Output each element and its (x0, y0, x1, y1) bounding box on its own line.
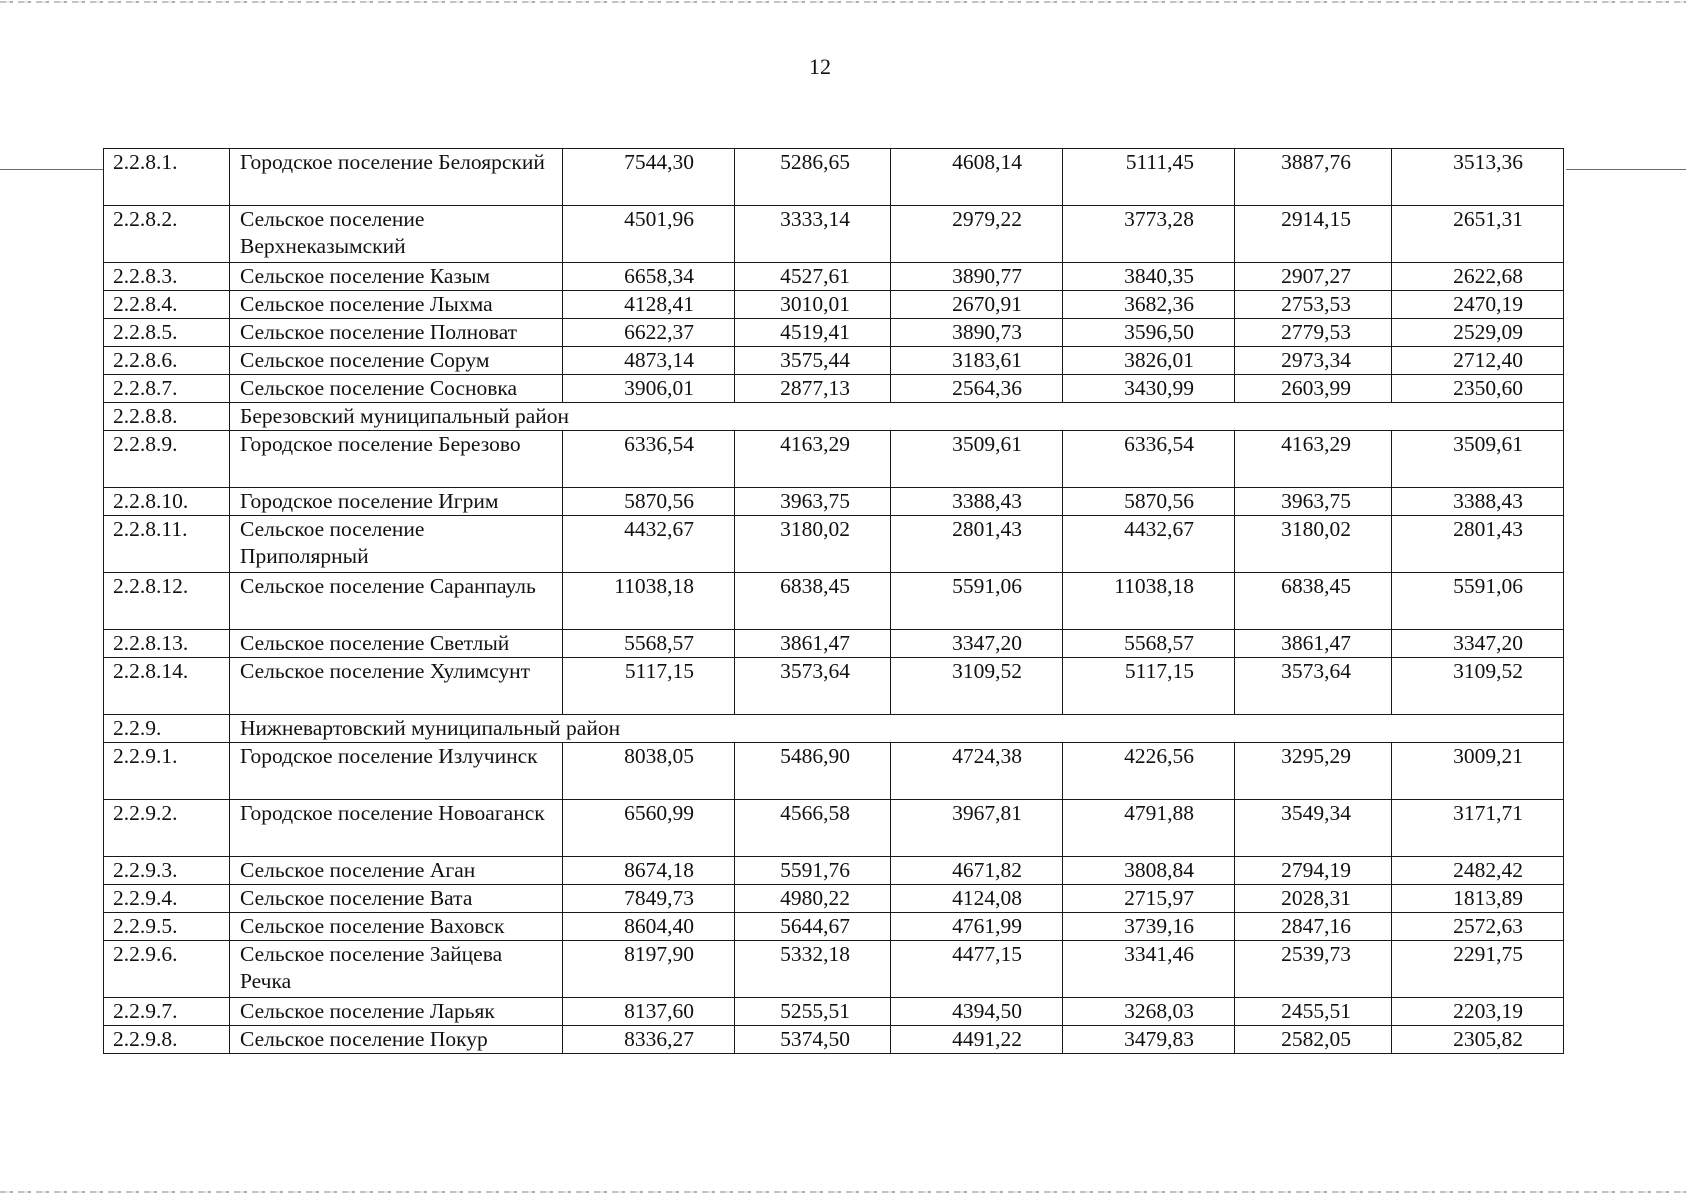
settlement-name: Сельское поселение Саранпауль (230, 573, 563, 630)
settlement-name: Городское поселение Излучинск (230, 743, 563, 800)
row-code: 2.2.8.8. (104, 403, 230, 431)
value-cell-1: 11038,18 (563, 573, 735, 630)
value-cell-4: 3773,28 (1063, 206, 1235, 263)
settlement-name: Сельское поселение Хулимсунт (230, 658, 563, 715)
value-cell-1: 8336,27 (563, 1026, 735, 1054)
value-cell-3: 4477,15 (891, 941, 1063, 998)
value-cell-6: 2482,42 (1392, 857, 1564, 885)
value-cell-5: 2779,53 (1235, 319, 1392, 347)
value-cell-3: 3109,52 (891, 658, 1063, 715)
value-cell-4: 4226,56 (1063, 743, 1235, 800)
value-cell-5: 3549,34 (1235, 800, 1392, 857)
page-number: 12 (809, 54, 831, 79)
value-cell-2: 3575,44 (735, 347, 891, 375)
row-code: 2.2.9.4. (104, 885, 230, 913)
value-cell-5: 6838,45 (1235, 573, 1392, 630)
row-code: 2.2.8.3. (104, 263, 230, 291)
section-row (104, 715, 1564, 743)
table-row (104, 913, 1564, 941)
value-cell-2: 3963,75 (735, 488, 891, 516)
settlement-name: Сельское поселение Покур (230, 1026, 563, 1054)
value-cell-1: 8674,18 (563, 857, 735, 885)
value-cell-1: 4501,96 (563, 206, 735, 263)
settlement-name: Сельское поселение Ларьяк (230, 998, 563, 1026)
value-cell-3: 2670,91 (891, 291, 1063, 319)
value-cell-3: 4124,08 (891, 885, 1063, 913)
value-cell-5: 3887,76 (1235, 149, 1392, 206)
value-cell-4: 3430,99 (1063, 375, 1235, 403)
table-row (104, 998, 1564, 1026)
table-row (104, 319, 1564, 347)
value-cell-4: 3682,36 (1063, 291, 1235, 319)
value-cell-4: 5568,57 (1063, 630, 1235, 658)
table-row (104, 885, 1564, 913)
value-cell-6: 3109,52 (1392, 658, 1564, 715)
value-cell-4: 11038,18 (1063, 573, 1235, 630)
value-cell-1: 5117,15 (563, 658, 735, 715)
value-cell-2: 5374,50 (735, 1026, 891, 1054)
value-cell-1: 4873,14 (563, 347, 735, 375)
value-cell-2: 2877,13 (735, 375, 891, 403)
value-cell-6: 2305,82 (1392, 1026, 1564, 1054)
value-cell-6: 3513,36 (1392, 149, 1564, 206)
value-cell-3: 4394,50 (891, 998, 1063, 1026)
value-cell-4: 3826,01 (1063, 347, 1235, 375)
value-cell-2: 3573,64 (735, 658, 891, 715)
value-cell-4: 3479,83 (1063, 1026, 1235, 1054)
value-cell-2: 3180,02 (735, 516, 891, 573)
settlement-name: Сельское поселение Ваховск (230, 913, 563, 941)
value-cell-6: 2801,43 (1392, 516, 1564, 573)
value-cell-1: 3906,01 (563, 375, 735, 403)
value-cell-1: 6622,37 (563, 319, 735, 347)
value-cell-3: 3890,73 (891, 319, 1063, 347)
row-code: 2.2.8.11. (104, 516, 230, 573)
settlement-name: Городское поселение Игрим (230, 488, 563, 516)
table-row (104, 206, 1564, 263)
table-row (104, 630, 1564, 658)
value-cell-6: 3509,61 (1392, 431, 1564, 488)
value-cell-5: 2973,34 (1235, 347, 1392, 375)
settlement-name: Сельское поселение Верхнеказымский (230, 206, 563, 263)
value-cell-5: 3295,29 (1235, 743, 1392, 800)
row-code: 2.2.9.1. (104, 743, 230, 800)
scan-edge-top (0, 1, 1686, 3)
value-cell-3: 3347,20 (891, 630, 1063, 658)
value-cell-4: 4791,88 (1063, 800, 1235, 857)
row-code: 2.2.8.4. (104, 291, 230, 319)
value-cell-5: 2914,15 (1235, 206, 1392, 263)
value-cell-5: 3861,47 (1235, 630, 1392, 658)
value-cell-3: 3509,61 (891, 431, 1063, 488)
value-cell-2: 3861,47 (735, 630, 891, 658)
table-body (104, 149, 1564, 1054)
value-cell-3: 3967,81 (891, 800, 1063, 857)
value-cell-4: 5117,15 (1063, 658, 1235, 715)
table-row (104, 431, 1564, 488)
scan-edge-bottom (0, 1191, 1686, 1193)
value-cell-4: 3840,35 (1063, 263, 1235, 291)
value-cell-5: 3573,64 (1235, 658, 1392, 715)
value-cell-1: 8137,60 (563, 998, 735, 1026)
value-cell-1: 5870,56 (563, 488, 735, 516)
value-cell-1: 8604,40 (563, 913, 735, 941)
value-cell-3: 2979,22 (891, 206, 1063, 263)
table-row (104, 516, 1564, 573)
value-cell-1: 4128,41 (563, 291, 735, 319)
value-cell-1: 8038,05 (563, 743, 735, 800)
value-cell-6: 2350,60 (1392, 375, 1564, 403)
settlement-name: Сельское поселение Сорум (230, 347, 563, 375)
section-title: Нижневартовский муниципальный район (230, 715, 1564, 743)
row-code: 2.2.8.9. (104, 431, 230, 488)
value-cell-5: 2794,19 (1235, 857, 1392, 885)
value-cell-2: 5286,65 (735, 149, 891, 206)
value-cell-2: 4527,61 (735, 263, 891, 291)
table-row (104, 1026, 1564, 1054)
value-cell-3: 4671,82 (891, 857, 1063, 885)
value-cell-3: 4491,22 (891, 1026, 1063, 1054)
section-title: Березовский муниципальный район (230, 403, 1564, 431)
table-row (104, 573, 1564, 630)
settlement-name: Сельское поселение Зайцева Речка (230, 941, 563, 998)
margin-rule-right (1566, 169, 1686, 170)
settlement-name: Сельское поселение Вата (230, 885, 563, 913)
value-cell-6: 1813,89 (1392, 885, 1564, 913)
value-cell-1: 6560,99 (563, 800, 735, 857)
value-cell-6: 2572,63 (1392, 913, 1564, 941)
settlement-values-table (103, 148, 1564, 1054)
table-row (104, 488, 1564, 516)
table-row (104, 347, 1564, 375)
value-cell-1: 7849,73 (563, 885, 735, 913)
table-row (104, 941, 1564, 998)
value-cell-2: 5332,18 (735, 941, 891, 998)
value-cell-4: 3341,46 (1063, 941, 1235, 998)
value-cell-4: 4432,67 (1063, 516, 1235, 573)
row-code: 2.2.9.7. (104, 998, 230, 1026)
table-row (104, 800, 1564, 857)
row-code: 2.2.9.8. (104, 1026, 230, 1054)
table-row (104, 149, 1564, 206)
table-row (104, 743, 1564, 800)
settlement-name: Сельское поселение Аган (230, 857, 563, 885)
value-cell-3: 3388,43 (891, 488, 1063, 516)
table-row (104, 291, 1564, 319)
value-cell-1: 7544,30 (563, 149, 735, 206)
value-cell-5: 2753,53 (1235, 291, 1392, 319)
row-code: 2.2.8.7. (104, 375, 230, 403)
value-cell-2: 5644,67 (735, 913, 891, 941)
value-cell-5: 3963,75 (1235, 488, 1392, 516)
settlement-name: Городское поселение Березово (230, 431, 563, 488)
value-cell-4: 3268,03 (1063, 998, 1235, 1026)
value-cell-3: 4724,38 (891, 743, 1063, 800)
row-code: 2.2.8.14. (104, 658, 230, 715)
settlement-name: Городское поселение Белоярский (230, 149, 563, 206)
row-code: 2.2.9.5. (104, 913, 230, 941)
value-cell-1: 6658,34 (563, 263, 735, 291)
value-cell-1: 8197,90 (563, 941, 735, 998)
section-row (104, 403, 1564, 431)
value-cell-2: 3333,14 (735, 206, 891, 263)
value-cell-2: 5486,90 (735, 743, 891, 800)
value-cell-5: 2847,16 (1235, 913, 1392, 941)
settlement-name: Сельское поселение Казым (230, 263, 563, 291)
value-cell-2: 5591,76 (735, 857, 891, 885)
value-cell-5: 2028,31 (1235, 885, 1392, 913)
value-cell-6: 3347,20 (1392, 630, 1564, 658)
value-cell-6: 3388,43 (1392, 488, 1564, 516)
value-cell-6: 2712,40 (1392, 347, 1564, 375)
row-code: 2.2.8.13. (104, 630, 230, 658)
value-cell-1: 6336,54 (563, 431, 735, 488)
value-cell-6: 2203,19 (1392, 998, 1564, 1026)
row-code: 2.2.8.1. (104, 149, 230, 206)
value-cell-2: 6838,45 (735, 573, 891, 630)
row-code: 2.2.9.2. (104, 800, 230, 857)
table-row (104, 658, 1564, 715)
value-cell-6: 3171,71 (1392, 800, 1564, 857)
value-cell-6: 5591,06 (1392, 573, 1564, 630)
row-code: 2.2.8.6. (104, 347, 230, 375)
value-cell-5: 2603,99 (1235, 375, 1392, 403)
table-row (104, 857, 1564, 885)
value-cell-6: 2651,31 (1392, 206, 1564, 263)
settlement-name: Сельское поселение Сосновка (230, 375, 563, 403)
value-cell-4: 2715,97 (1063, 885, 1235, 913)
row-code: 2.2.9.6. (104, 941, 230, 998)
row-code: 2.2.8.5. (104, 319, 230, 347)
row-code: 2.2.8.10. (104, 488, 230, 516)
value-cell-2: 4519,41 (735, 319, 891, 347)
row-code: 2.2.9. (104, 715, 230, 743)
value-cell-2: 4163,29 (735, 431, 891, 488)
value-cell-4: 5111,45 (1063, 149, 1235, 206)
value-cell-6: 2622,68 (1392, 263, 1564, 291)
settlement-name: Сельское поселение Полноват (230, 319, 563, 347)
value-cell-6: 2470,19 (1392, 291, 1564, 319)
settlement-name: Сельское поселение Светлый (230, 630, 563, 658)
value-cell-2: 4566,58 (735, 800, 891, 857)
value-cell-4: 5870,56 (1063, 488, 1235, 516)
value-cell-3: 4608,14 (891, 149, 1063, 206)
row-code: 2.2.9.3. (104, 857, 230, 885)
value-cell-5: 3180,02 (1235, 516, 1392, 573)
value-cell-3: 2564,36 (891, 375, 1063, 403)
value-cell-4: 6336,54 (1063, 431, 1235, 488)
settlement-name: Городское поселение Новоаганск (230, 800, 563, 857)
value-cell-2: 3010,01 (735, 291, 891, 319)
value-cell-1: 5568,57 (563, 630, 735, 658)
value-cell-4: 3808,84 (1063, 857, 1235, 885)
table-row (104, 375, 1564, 403)
value-cell-6: 3009,21 (1392, 743, 1564, 800)
value-cell-2: 5255,51 (735, 998, 891, 1026)
value-cell-5: 2582,05 (1235, 1026, 1392, 1054)
value-cell-1: 4432,67 (563, 516, 735, 573)
value-cell-3: 3890,77 (891, 263, 1063, 291)
row-code: 2.2.8.12. (104, 573, 230, 630)
value-cell-3: 3183,61 (891, 347, 1063, 375)
value-cell-3: 2801,43 (891, 516, 1063, 573)
value-cell-4: 3596,50 (1063, 319, 1235, 347)
value-cell-6: 2529,09 (1392, 319, 1564, 347)
table-row (104, 263, 1564, 291)
settlement-name: Сельское поселение Лыхма (230, 291, 563, 319)
value-cell-6: 2291,75 (1392, 941, 1564, 998)
value-cell-5: 4163,29 (1235, 431, 1392, 488)
value-cell-5: 2907,27 (1235, 263, 1392, 291)
value-cell-5: 2455,51 (1235, 998, 1392, 1026)
settlement-name: Сельское поселение Приполярный (230, 516, 563, 573)
row-code: 2.2.8.2. (104, 206, 230, 263)
value-cell-3: 5591,06 (891, 573, 1063, 630)
value-cell-2: 4980,22 (735, 885, 891, 913)
margin-rule-left (0, 169, 103, 170)
value-cell-5: 2539,73 (1235, 941, 1392, 998)
value-cell-4: 3739,16 (1063, 913, 1235, 941)
value-cell-3: 4761,99 (891, 913, 1063, 941)
